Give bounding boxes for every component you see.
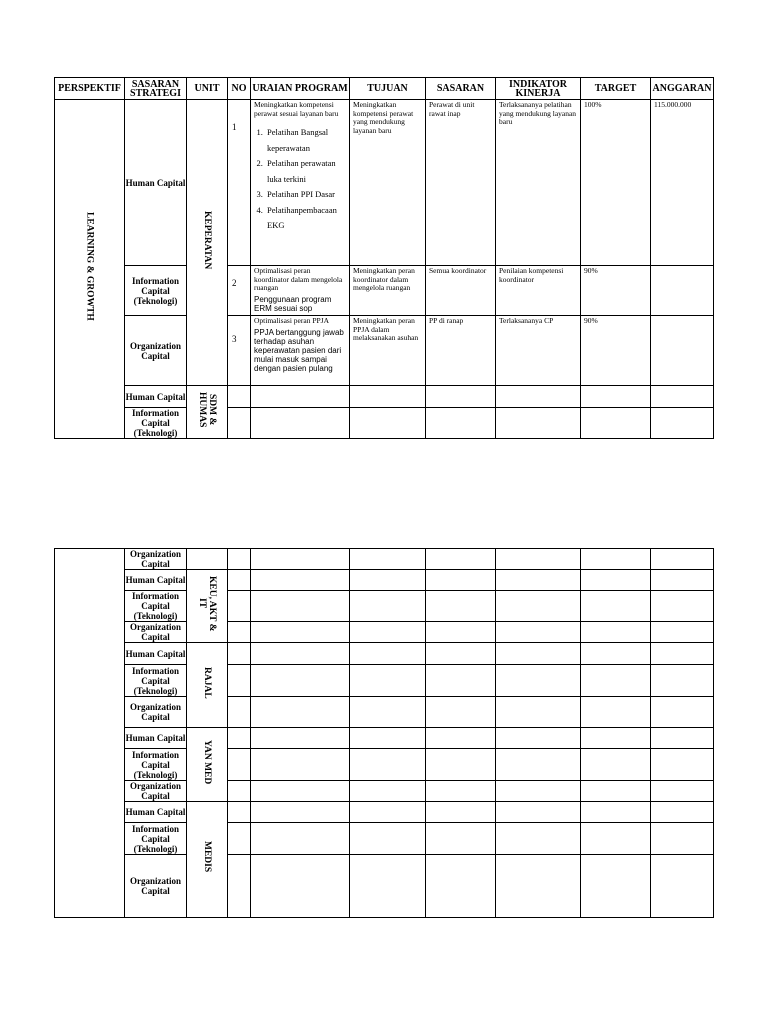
sasaran-organization: Organization Capital	[125, 622, 187, 643]
list-item: 2. Pelatihan perawatan luka terkini	[265, 156, 349, 187]
table-row	[55, 316, 714, 386]
uraian-extra: Penggunaan program ERM sesuai sop	[254, 294, 332, 313]
unit-rajal	[187, 643, 228, 728]
header-indikator-kinerja: INDIKATOR KINERJA	[496, 78, 581, 100]
uraian-intro: Meningkatkan kompetensi perawat sesuai layanan baru	[254, 100, 339, 118]
unit-keperatan	[187, 100, 228, 386]
header-target: TARGET	[581, 78, 651, 100]
header-sasaran-strategi: SASARAN STRATEGI	[125, 78, 187, 100]
header-perspektif: PERSPEKTIF	[55, 78, 125, 100]
anggaran-cell: 115.000.000	[651, 100, 714, 266]
indikator-cell: Penilaian kompetensi koordinator	[496, 266, 581, 316]
sasaran-cell: PP di ranap	[426, 316, 496, 386]
tujuan-cell: Meningkatkan kompetensi perawat yang mendukung layanan baru	[350, 100, 426, 266]
uraian-extra: PPJA bertanggung jawab terhadap asuhan keperawatan pasien dari mulai masuk sampai dengan pasien pulang	[254, 327, 344, 373]
header-no: NO	[228, 78, 251, 100]
target-cell: 100%	[581, 100, 651, 266]
row-no: 3	[228, 316, 251, 386]
table-row	[55, 802, 714, 823]
indikator-cell: Terlaksananya CP	[496, 316, 581, 386]
sasaran-human: Human Capital	[125, 100, 187, 266]
table-row	[55, 100, 714, 266]
table-row	[55, 697, 714, 728]
unit-sdm-humas-label: SDM & HUMAS	[197, 391, 217, 428]
indikator-cell: Terlaksananya pelatihan yang mendukung layanan baru	[496, 100, 581, 266]
sasaran-information: Information Capital (Teknologi)	[125, 665, 187, 697]
tujuan-cell: Meningkatkan peran koordinator dalam mengelola ruangan	[350, 266, 426, 316]
row-no: 2	[228, 266, 251, 316]
uraian-cell	[251, 100, 350, 266]
list-item: 4. Pelatihanpembacaan EKG	[265, 203, 349, 234]
table-row	[55, 749, 714, 781]
table-row	[55, 570, 714, 591]
unit-keu-akt-it-label: KEU, AKT & IT	[197, 575, 217, 632]
header-row	[55, 78, 714, 100]
uraian-text: Optimalisasi peran PPJA	[254, 316, 329, 325]
list-item: 1. Pelatihan Bangsal keperawatan	[265, 125, 349, 156]
unit-yanmed	[187, 728, 228, 802]
sasaran-information: Information Capital (Teknologi)	[125, 266, 187, 316]
uraian-cell	[251, 316, 350, 386]
perspektif-cell	[55, 100, 125, 439]
anggaran-cell	[651, 266, 714, 316]
sasaran-human: Human Capital	[125, 386, 187, 408]
unit-rajal-label: RAJAL	[202, 666, 212, 699]
sasaran-human: Human Capital	[125, 643, 187, 665]
sasaran-organization: Organization Capital	[125, 697, 187, 728]
target-cell: 90%	[581, 266, 651, 316]
table-row	[55, 643, 714, 665]
unit-yanmed-label: YAN MED	[202, 739, 212, 785]
sasaran-organization: Organization Capital	[125, 855, 187, 918]
target-cell: 90%	[581, 316, 651, 386]
uraian-text: Optimalisasi peran koordinator dalam mengelola ruangan	[254, 266, 343, 293]
row-no: 1	[228, 100, 251, 266]
unit-keperatan-label: KEPERATAN	[202, 210, 212, 270]
sasaran-human: Human Capital	[125, 570, 187, 591]
unit-cell	[187, 549, 228, 570]
header-unit: UNIT	[187, 78, 228, 100]
program-table-2	[54, 548, 714, 918]
table-row	[55, 591, 714, 622]
table-row	[55, 823, 714, 855]
sasaran-information: Information Capital (Teknologi)	[125, 591, 187, 622]
sasaran-human: Human Capital	[125, 802, 187, 823]
unit-keu-akt-it	[187, 570, 228, 643]
table-row	[55, 728, 714, 749]
header-anggaran: ANGGARAN	[651, 78, 714, 100]
sasaran-information: Information Capital (Teknologi)	[125, 823, 187, 855]
anggaran-cell	[651, 316, 714, 386]
table-row	[55, 386, 714, 408]
table-row	[55, 408, 714, 439]
table-row	[55, 855, 714, 918]
sasaran-organization: Organization Capital	[125, 549, 187, 570]
header-sasaran: SASARAN	[426, 78, 496, 100]
sasaran-organization: Organization Capital	[125, 316, 187, 386]
header-uraian-program: URAIAN PROGRAM	[251, 78, 350, 100]
header-tujuan: TUJUAN	[350, 78, 426, 100]
unit-medis-label: MEDIS	[202, 841, 212, 873]
program-table-1	[54, 77, 714, 439]
table-row	[55, 266, 714, 316]
unit-sdm-humas	[187, 386, 228, 439]
table-row	[55, 781, 714, 802]
sasaran-information: Information Capital (Teknologi)	[125, 749, 187, 781]
uraian-list	[251, 125, 349, 234]
list-item: 3. Pelatihan PPI Dasar	[265, 187, 349, 203]
sasaran-cell: Semua koordinator	[426, 266, 496, 316]
sasaran-cell: Perawat di unit rawat inap	[426, 100, 496, 266]
sasaran-organization: Organization Capital	[125, 781, 187, 802]
unit-medis	[187, 802, 228, 918]
tujuan-cell: Meningkatkan peran PPJA dalam melaksanakan asuhan	[350, 316, 426, 386]
table-row	[55, 622, 714, 643]
perspektif-cell	[55, 549, 125, 918]
sasaran-human: Human Capital	[125, 728, 187, 749]
perspektif-label: LEARNING & GROWTH	[84, 212, 95, 321]
uraian-cell	[251, 266, 350, 316]
table-row	[55, 549, 714, 570]
sasaran-information: Information Capital (Teknologi)	[125, 408, 187, 439]
table-row	[55, 665, 714, 697]
